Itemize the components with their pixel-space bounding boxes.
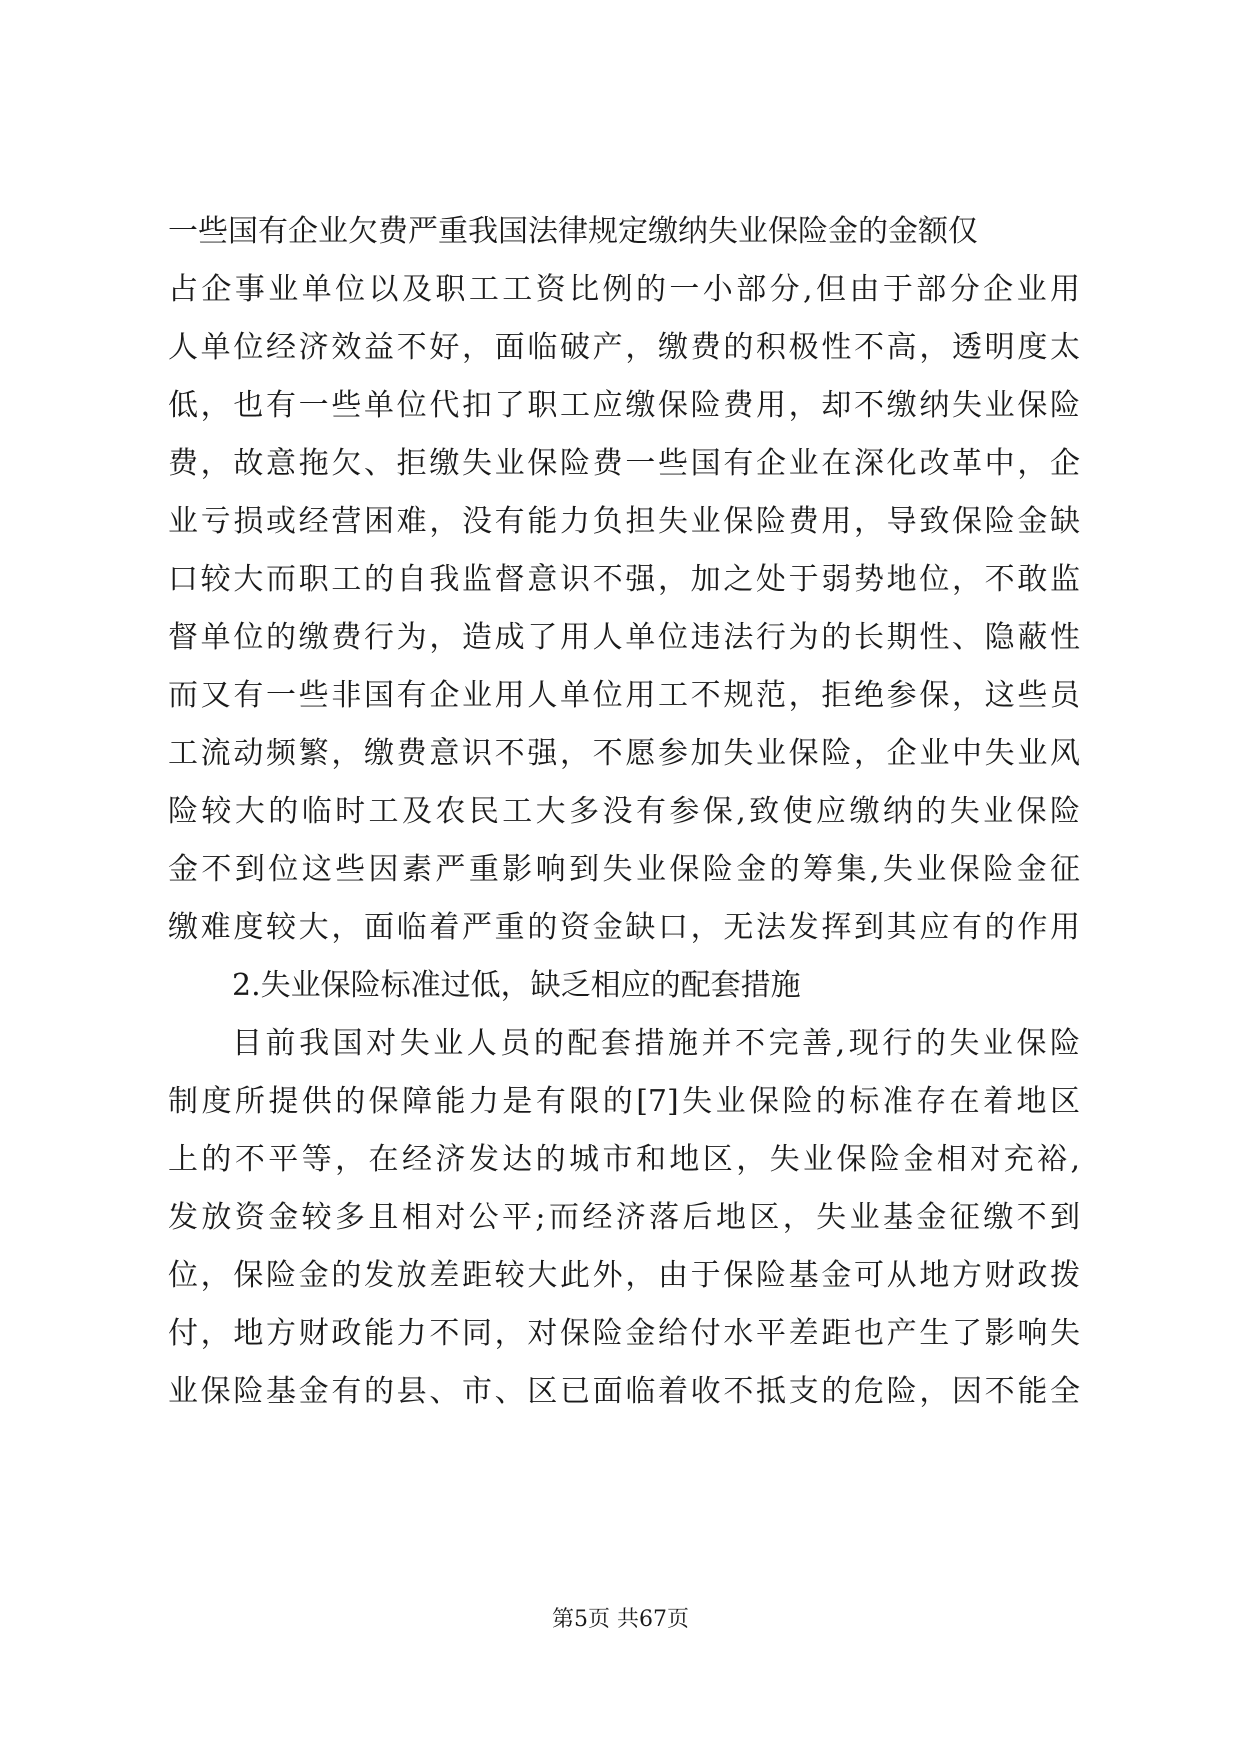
paragraph-first-line: 目前我国对失业人员的配套措施并不完善,现行的失业保险 [232, 1026, 1080, 1061]
body-text-line: 业保险基金有的县、市、区已面临着收不抵支的危险，因不能全 [168, 1374, 1080, 1409]
body-text-line: 督单位的缴费行为，造成了用人单位违法行为的长期性、隐蔽性 [168, 620, 1080, 655]
body-text-line: 而又有一些非国有企业用人单位用工不规范，拒绝参保，这些员 [168, 678, 1080, 713]
body-text-line: 低，也有一些单位代扣了职工应缴保险费用，却不缴纳失业保险 [168, 388, 1080, 423]
body-text-line: 费，故意拖欠、拒缴失业保险费一些国有企业在深化改革中，企 [168, 446, 1080, 481]
page-number-footer: 第5页 共67页 [552, 1607, 689, 1632]
body-text-line: 制度所提供的保障能力是有限的[7]失业保险的标准存在着地区 [168, 1084, 1080, 1119]
body-text-line: 缴难度较大，面临着严重的资金缺口，无法发挥到其应有的作用 [168, 910, 1080, 945]
body-text-line: 口较大而职工的自我监督意识不强，加之处于弱势地位，不敢监 [168, 562, 1080, 597]
body-text-line: 位，保险金的发放差距较大此外，由于保险基金可从地方财政拨 [168, 1258, 1080, 1293]
body-text-line: 付，地方财政能力不同，对保险金给付水平差距也产生了影响失 [168, 1316, 1080, 1351]
body-text-line: 业亏损或经营困难，没有能力负担失业保险费用，导致保险金缺 [168, 504, 1080, 539]
section-heading: 2.失业保险标准过低，缺乏相应的配套措施 [232, 968, 801, 1003]
body-text-line: 金不到位这些因素严重影响到失业保险金的筹集,失业保险金征 [168, 852, 1080, 887]
body-text-line: 一些国有企业欠费严重我国法律规定缴纳失业保险金的金额仅 [168, 214, 978, 249]
body-text-line: 上的不平等，在经济发达的城市和地区，失业保险金相对充裕, [168, 1142, 1080, 1177]
body-text-line: 占企事业单位以及职工工资比例的一小部分,但由于部分企业用 [168, 272, 1080, 307]
body-text-line: 险较大的临时工及农民工大多没有参保,致使应缴纳的失业保险 [168, 794, 1080, 829]
body-text-line: 人单位经济效益不好，面临破产，缴费的积极性不高，透明度太 [168, 330, 1080, 365]
body-text-line: 发放资金较多且相对公平;而经济落后地区，失业基金征缴不到 [168, 1200, 1080, 1235]
body-text-line: 工流动频繁，缴费意识不强，不愿参加失业保险，企业中失业风 [168, 736, 1080, 771]
